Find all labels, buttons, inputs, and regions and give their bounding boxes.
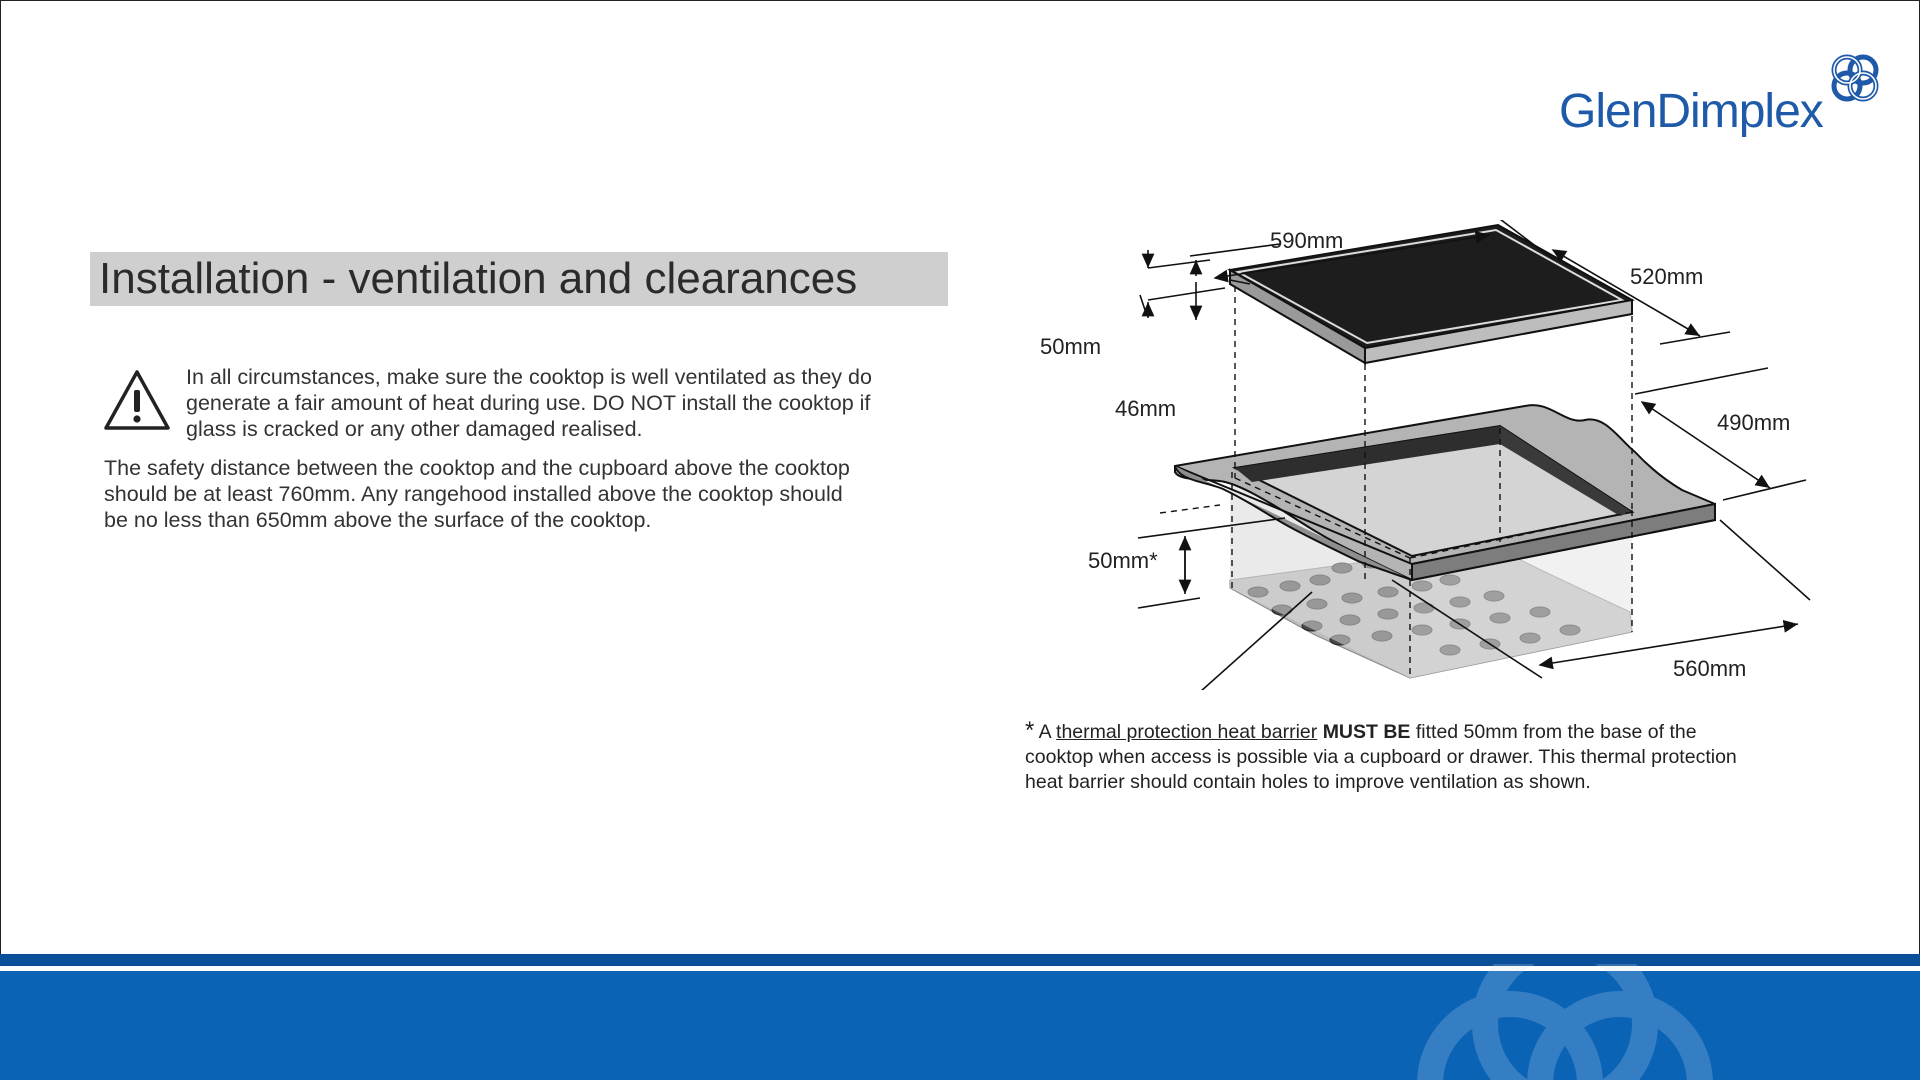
footnote-line-3: heat barrier should contain holes to improve ventilation as shown. xyxy=(1025,771,1591,793)
footnote-text: fitted 50mm from the base of the xyxy=(1410,721,1697,743)
footnote-line-2: cooktop when access is possible via a cupboard or drawer. This thermal protection xyxy=(1025,746,1737,768)
dim-cutout-depth: 490mm xyxy=(1717,410,1791,435)
dim-barrier-gap: 50mm* xyxy=(1088,548,1158,573)
footnote-underlined: thermal protection heat barrier xyxy=(1056,721,1318,743)
footer-band xyxy=(0,954,1920,1080)
footnote-star: * xyxy=(1025,717,1035,744)
dim-depth-top: 520mm xyxy=(1630,264,1704,289)
diagram-drawing xyxy=(1020,220,1840,690)
safety-distance-text xyxy=(104,455,964,533)
body-line: should be at least 760mm. Any rangehood installed above the cooktop should xyxy=(104,482,843,506)
warning-line: In all circumstances, make sure the cooktop is well ventilated as they do xyxy=(186,365,872,389)
dim-width-top: 590mm xyxy=(1270,228,1344,253)
footnote-text: A xyxy=(1034,721,1057,743)
logo-wordmark: GlenDimplex xyxy=(1559,85,1823,138)
logo-knot-icon xyxy=(1825,48,1885,108)
warning-text xyxy=(186,364,956,442)
dim-glass-height: 46mm xyxy=(1115,396,1177,421)
cooktop-installation-diagram xyxy=(1020,220,1840,690)
page-title: Installation - ventilation and clearances xyxy=(90,252,948,306)
footnote xyxy=(1025,718,1825,795)
body-line: be no less than 650mm above the surface of the cooktop. xyxy=(104,508,652,532)
footnote-bold: MUST BE xyxy=(1322,721,1411,743)
warning-line: glass is cracked or any other damaged realised. xyxy=(186,417,643,441)
warning-line: generate a fair amount of heat during use. DO NOT install the cooktop if xyxy=(186,391,871,415)
glen-dimplex-logo xyxy=(1555,48,1895,148)
warning-triangle-icon xyxy=(102,368,172,432)
dim-height-left: 50mm xyxy=(1040,334,1102,359)
dim-cutout-width: 560mm xyxy=(1673,656,1747,681)
footnote-line-1 xyxy=(1025,718,1825,745)
body-line: The safety distance between the cooktop and the cupboard above the cooktop xyxy=(104,456,850,480)
footer-knot-watermark-icon xyxy=(1360,964,1780,1080)
